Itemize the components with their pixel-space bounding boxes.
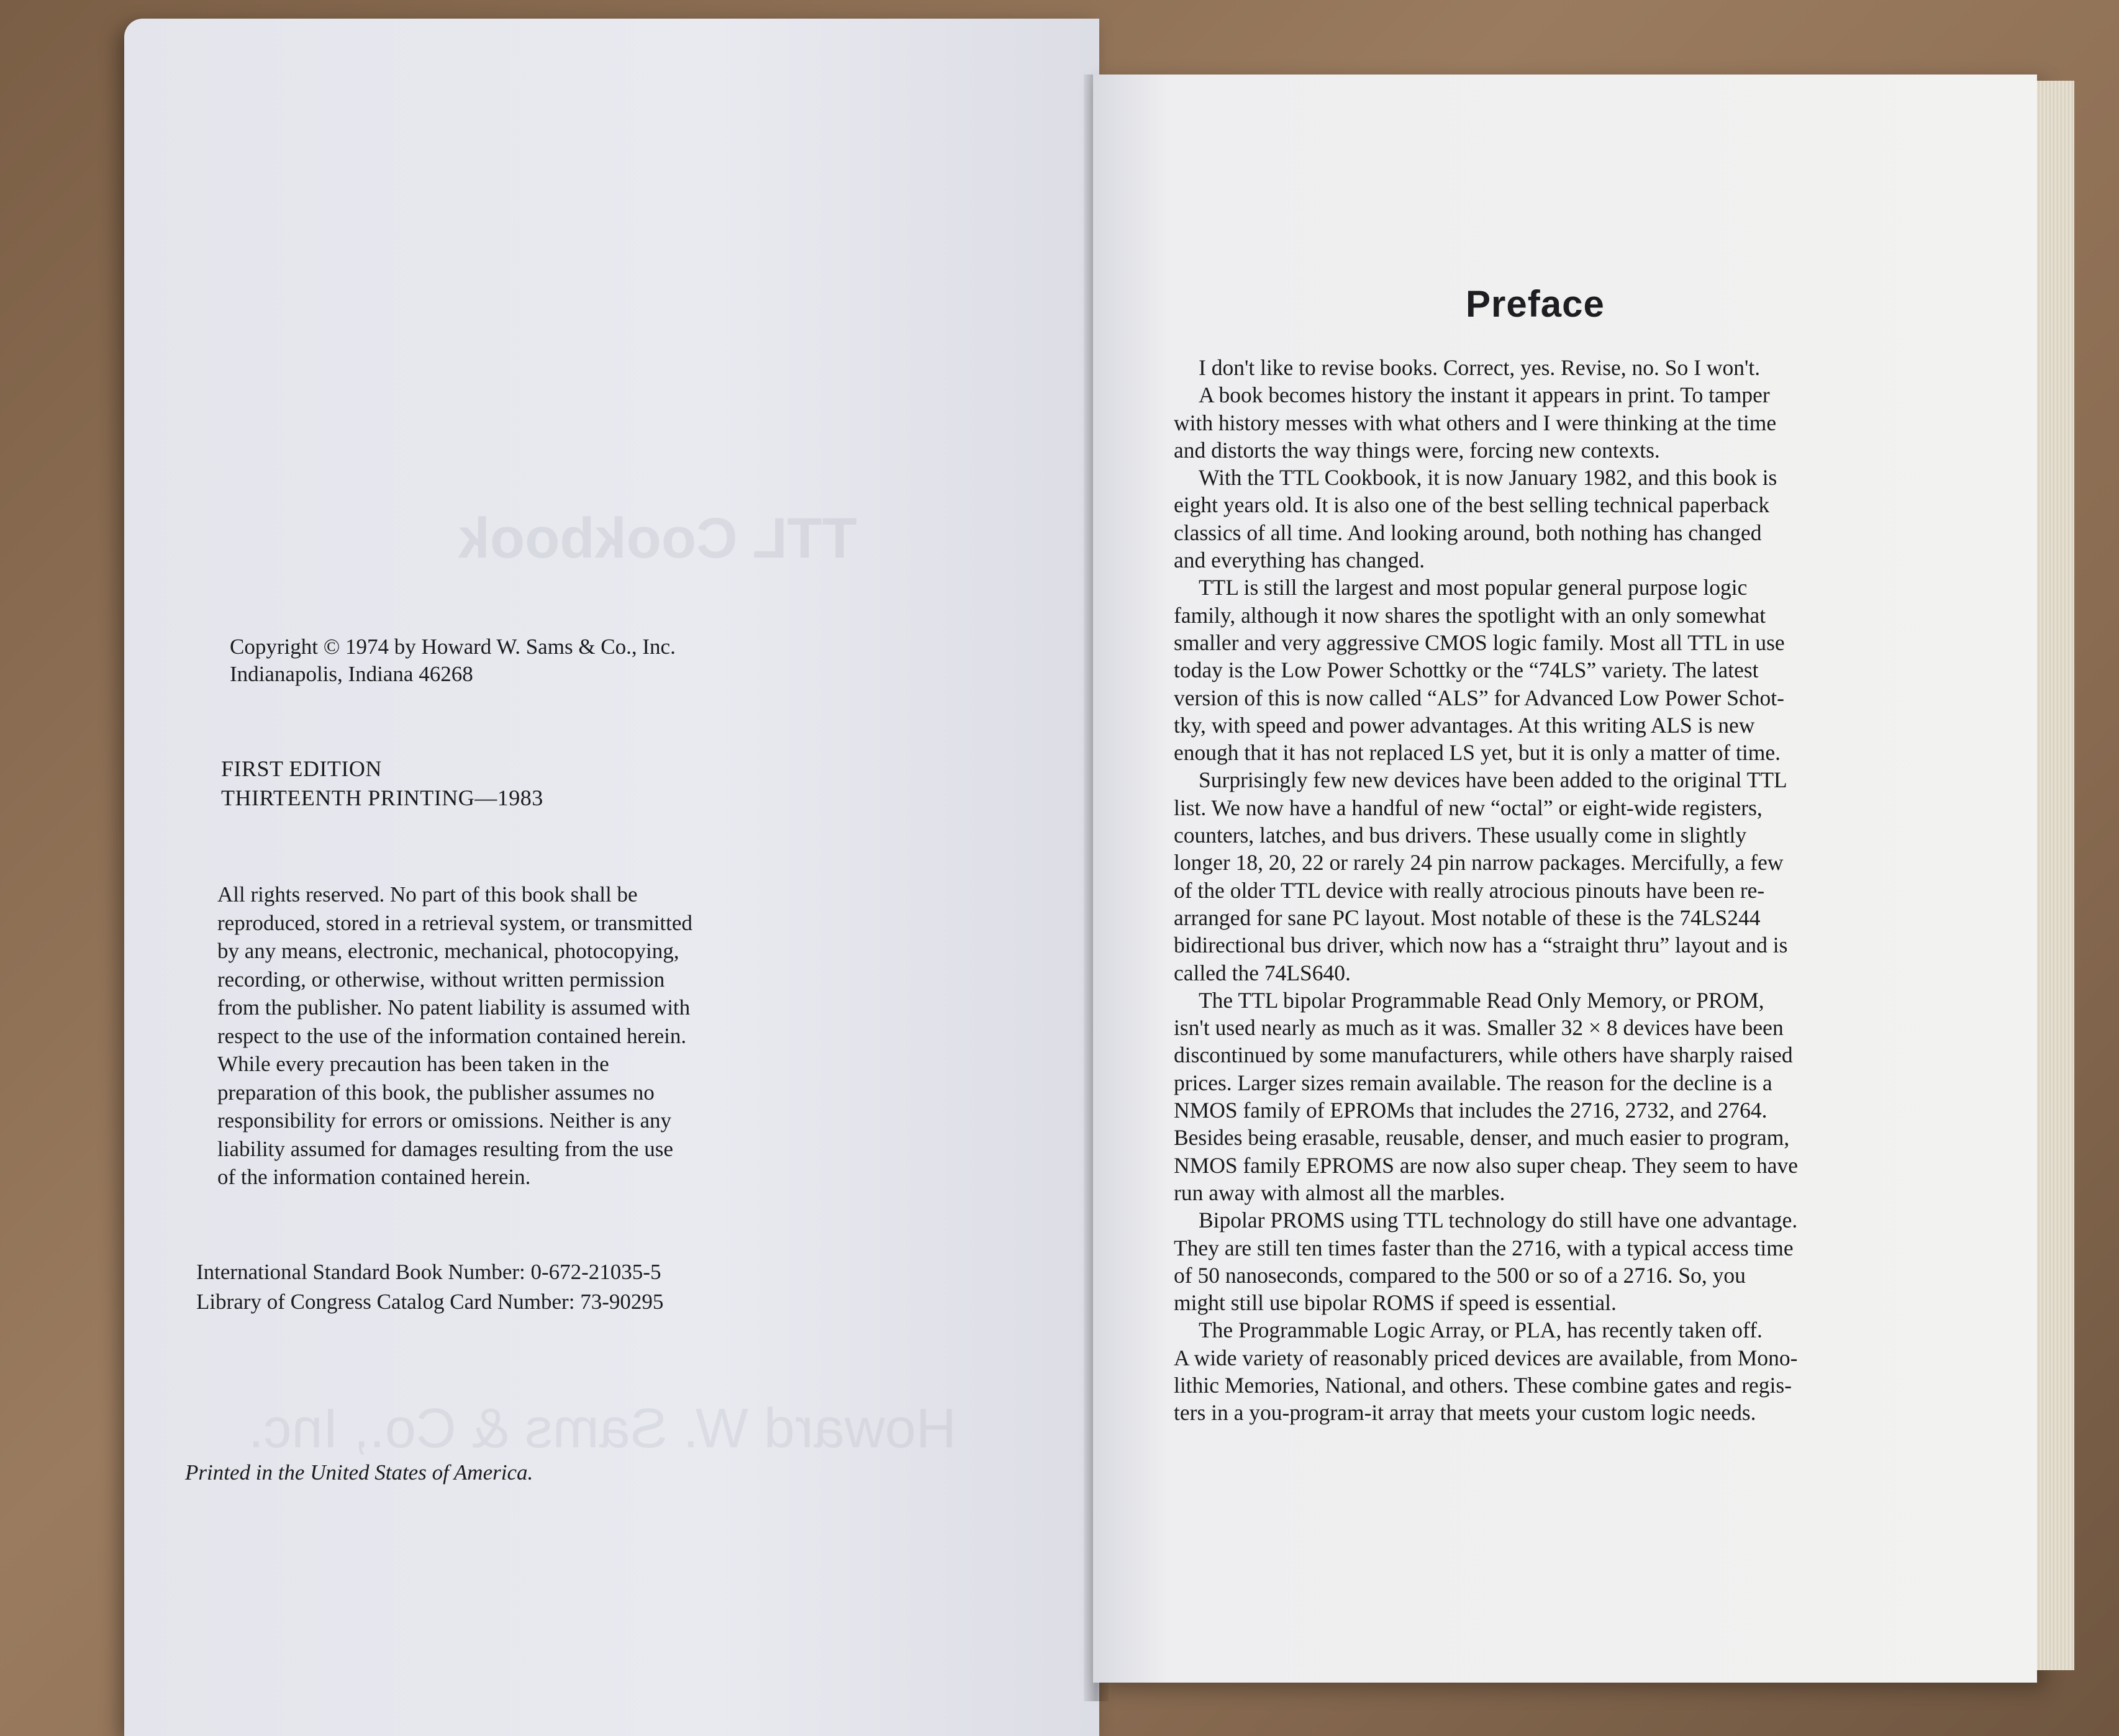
text-line: eight years old. It is also one of the best selling technical paperback xyxy=(1174,492,1770,518)
text-line: NMOS family EPROMS are now also super cheap. They seem to have xyxy=(1174,1152,1798,1178)
preface-paragraph xyxy=(1174,1316,1975,1426)
text-line: version of this is now called “ALS” for Advanced Low Power Schot- xyxy=(1174,685,1784,710)
text-line: family, although it now shares the spotlight with an only somewhat xyxy=(1174,602,1766,628)
rights-line: by any means, electronic, mechanical, photocopying, xyxy=(217,939,679,963)
isbn-line: International Standard Book Number: 0-672-21035-5 xyxy=(196,1260,661,1284)
rights-line: liability assumed for damages resulting from the use xyxy=(217,1136,673,1161)
text-line: The TTL bipolar Programmable Read Only Memory, or PROM, xyxy=(1199,987,1764,1013)
text-line: longer 18, 20, 22 or rarely 24 pin narrow packages. Mercifully, a few xyxy=(1174,850,1784,875)
rights-line: preparation of this book, the publisher assumes no xyxy=(217,1080,655,1105)
edition-info xyxy=(221,754,543,813)
text-line: TTL is still the largest and most popular general purpose logic xyxy=(1199,575,1748,600)
rights-line: All rights reserved. No part of this book shall be xyxy=(217,882,638,906)
show-through-title: TTL Cookbook xyxy=(458,507,857,570)
text-line: A book becomes history the instant it appears in print. To tamper xyxy=(1199,382,1770,408)
lccn-line: Library of Congress Catalog Card Number: 73-90295 xyxy=(196,1290,664,1314)
copyright-notice xyxy=(230,633,676,688)
rights-line: While every precaution has been taken in the xyxy=(217,1052,609,1076)
text-line: classics of all time. And looking around, both nothing has changed xyxy=(1174,520,1762,545)
text-line: lithic Memories, National, and others. These combine gates and regis- xyxy=(1174,1372,1792,1398)
preface-body xyxy=(1174,354,1975,1427)
printing-line: THIRTEENTH PRINTING—1983 xyxy=(221,785,543,810)
edition-line: FIRST EDITION xyxy=(221,756,382,781)
text-line: I don't like to revise books. Correct, yes. Revise, no. So I won't. xyxy=(1199,355,1761,380)
text-line: With the TTL Cookbook, it is now January 1982, and this book is xyxy=(1199,465,1777,491)
preface-paragraph xyxy=(1174,464,1975,574)
text-line: prices. Larger sizes remain available. The reason for the decline is a xyxy=(1174,1070,1772,1095)
page-edges xyxy=(2037,81,2074,1670)
rights-line: from the publisher. No patent liability is assumed with xyxy=(217,995,691,1019)
copyright-line: Copyright © 1974 by Howard W. Sams & Co., Inc. xyxy=(230,635,676,659)
text-line: enough that it has not replaced LS yet, but it is only a matter of time. xyxy=(1174,740,1781,766)
text-line: Surprisingly few new devices have been added to the original TTL xyxy=(1199,767,1787,793)
text-line: of 50 nanoseconds, compared to the 500 or so of a 2716. So, you xyxy=(1174,1262,1746,1288)
text-line: run away with almost all the marbles. xyxy=(1174,1180,1505,1205)
text-line: isn't used nearly as much as it was. Smaller 32 × 8 devices have been xyxy=(1174,1015,1784,1041)
text-line: ters in a you-program-it array that meets your custom logic needs. xyxy=(1174,1400,1756,1426)
printed-in-line: Printed in the United States of America. xyxy=(185,1460,533,1485)
preface-paragraph xyxy=(1174,1206,1975,1316)
text-line: called the 74LS640. xyxy=(1174,960,1351,985)
text-line: Bipolar PROMS using TTL technology do still have one advantage. xyxy=(1199,1208,1798,1233)
text-line: might still use bipolar ROMS if speed is essential. xyxy=(1174,1290,1617,1316)
text-line: of the older TTL device with really atrocious pinouts have been re- xyxy=(1174,877,1765,903)
text-line: bidirectional bus driver, which now has a “straight thru” layout and is xyxy=(1174,933,1788,958)
text-line: tky, with speed and power advantages. At this writing ALS is new xyxy=(1174,712,1755,738)
text-line: counters, latches, and bus drivers. These usually come in slightly xyxy=(1174,823,1747,848)
text-line: smaller and very aggressive CMOS logic family. Most all TTL in use xyxy=(1174,630,1785,655)
text-line: arranged for sane PC layout. Most notable of these is the 74LS244 xyxy=(1174,905,1761,930)
text-line: The Programmable Logic Array, or PLA, has recently taken off. xyxy=(1199,1318,1763,1343)
preface-paragraph xyxy=(1174,574,1975,766)
text-line: and everything has changed. xyxy=(1174,548,1425,573)
text-line: A wide variety of reasonably priced devices are available, from Mono- xyxy=(1174,1345,1798,1370)
text-line: Besides being erasable, reusable, denser, and much easier to program, xyxy=(1174,1125,1790,1151)
preface-paragraph xyxy=(1174,381,1975,464)
rights-line: responsibility for errors or omissions. Neither is any xyxy=(217,1108,672,1132)
preface-paragraph xyxy=(1174,354,1975,381)
text-line: today is the Low Power Schottky or the “74LS” variety. The latest xyxy=(1174,658,1759,683)
text-line: They are still ten times faster than the 2716, with a typical access time xyxy=(1174,1235,1794,1260)
show-through-publisher: Howard W. Sams & Co., Inc. xyxy=(248,1398,956,1460)
rights-line: of the information contained herein. xyxy=(217,1165,531,1189)
catalog-numbers xyxy=(196,1257,663,1317)
preface-paragraph xyxy=(1174,766,1975,986)
text-line: discontinued by some manufacturers, while others have sharply raised xyxy=(1174,1042,1793,1068)
text-line: and distorts the way things were, forcing new contexts. xyxy=(1174,437,1660,463)
rights-line: reproduced, stored in a retrieval system, or transmitted xyxy=(217,910,692,935)
text-line: with history messes with what others and I were thinking at the time xyxy=(1174,410,1777,435)
preface-title: Preface xyxy=(1466,283,1605,325)
rights-statement xyxy=(217,880,826,1191)
rights-line: respect to the use of the information contained herein. xyxy=(217,1023,687,1048)
text-line: list. We now have a handful of new “octal” or eight-wide registers, xyxy=(1174,795,1763,820)
text-line: NMOS family of EPROMs that includes the 2716, 2732, and 2764. xyxy=(1174,1098,1767,1123)
publisher-address: Indianapolis, Indiana 46268 xyxy=(230,662,473,686)
preface-paragraph xyxy=(1174,987,1975,1206)
rights-line: recording, or otherwise, without written permission xyxy=(217,967,665,992)
